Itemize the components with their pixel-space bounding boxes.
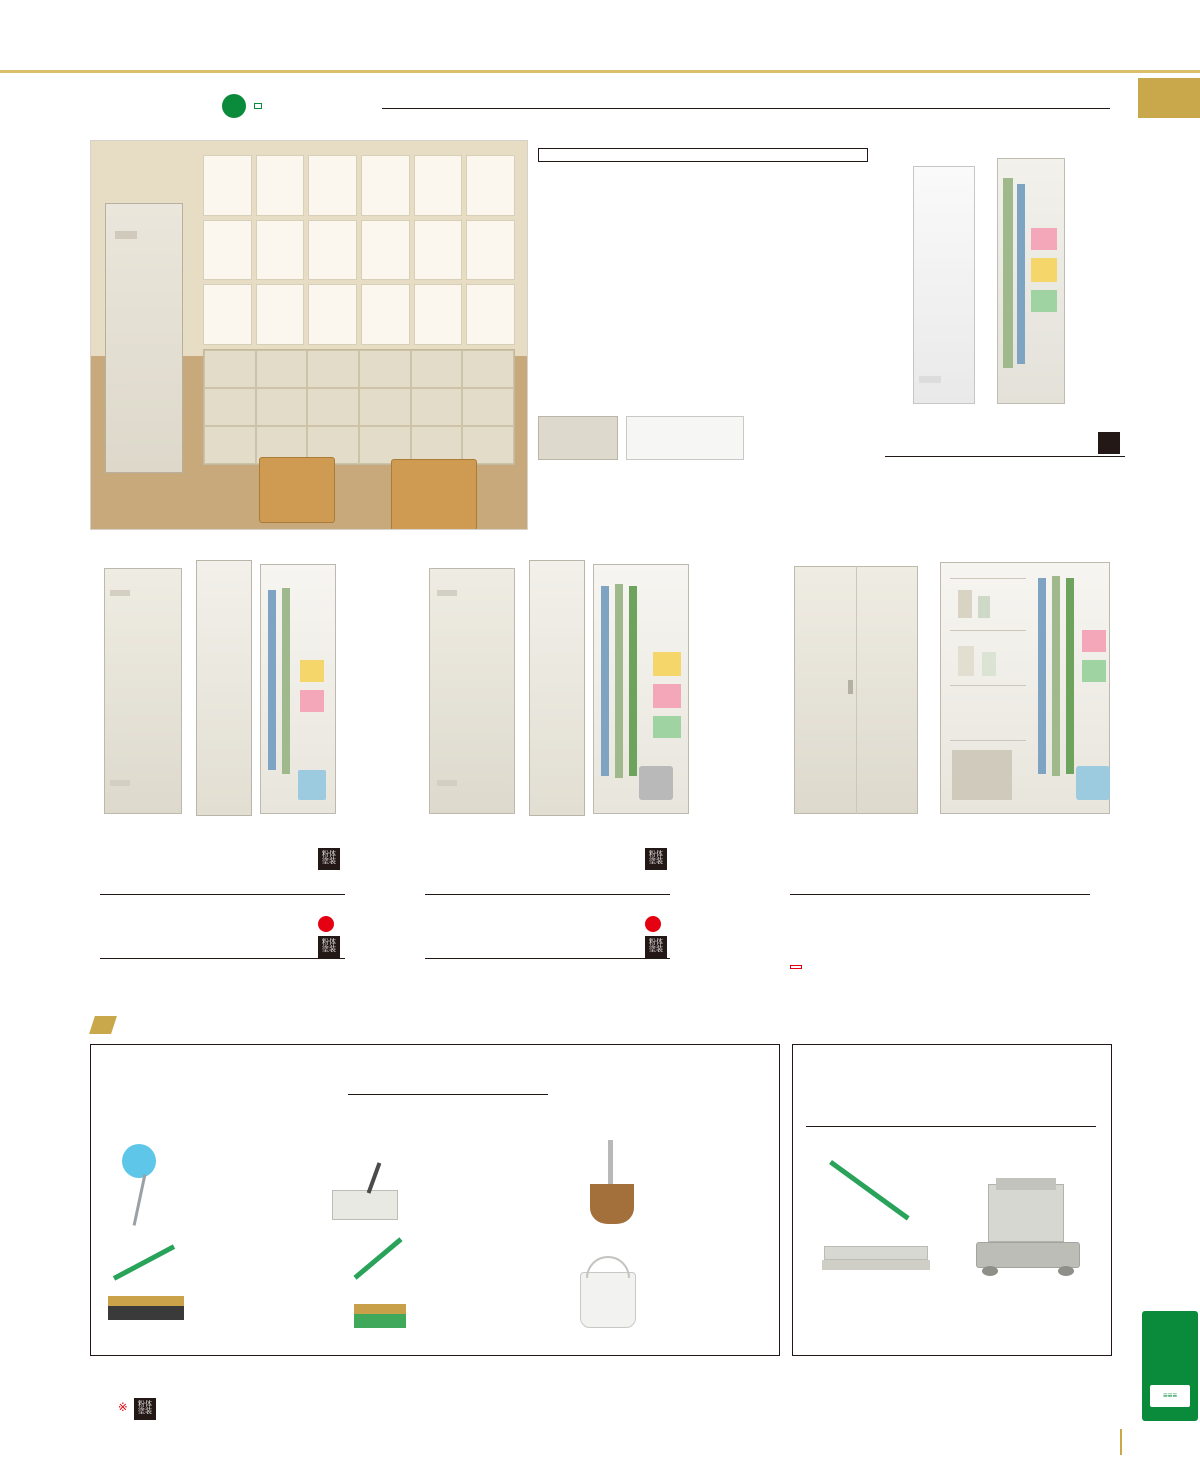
bucket-illustration xyxy=(572,1254,644,1338)
green-law-icon: ≡≡≡ xyxy=(1150,1385,1190,1407)
swa600s-powder-badge xyxy=(645,936,667,958)
swaw455-rule xyxy=(885,456,1125,457)
swatch-newgray xyxy=(538,416,618,460)
badge-line1: 粉体 xyxy=(138,1400,152,1408)
badge-line1: 粉体 xyxy=(649,938,663,946)
swa455s-rule xyxy=(100,958,345,959)
badge-line1: 粉体 xyxy=(649,850,663,858)
swan900-rule xyxy=(790,894,1090,895)
set-b-rule xyxy=(806,1126,1096,1127)
swa600s-rule xyxy=(425,958,670,959)
springmop-illustration xyxy=(812,1160,952,1280)
swaw455-powder-badge xyxy=(1098,432,1120,454)
swa455-powder-badge xyxy=(318,848,340,870)
header-rule xyxy=(0,70,1200,73)
rail-chapter-number xyxy=(1138,78,1200,118)
swa600-rule xyxy=(425,894,670,895)
gpn-circle-icon xyxy=(222,94,246,118)
badge-line2: 塗装 xyxy=(649,857,663,865)
badge-line2: 塗装 xyxy=(649,945,663,953)
option-set-a-box xyxy=(90,1044,780,1356)
niwahoki-illustration xyxy=(580,1140,650,1226)
section-rule xyxy=(382,108,1110,109)
set-a-rule xyxy=(348,1094,548,1095)
footer-powder-badge xyxy=(134,1398,156,1420)
gpn-mark xyxy=(222,94,262,118)
swa455s-new-mark xyxy=(318,916,334,932)
swatch-white xyxy=(626,416,744,460)
footer-tick xyxy=(1120,1429,1122,1455)
kin-mark-group xyxy=(790,960,809,972)
badge-line2: 塗装 xyxy=(322,857,336,865)
kin-badge xyxy=(790,965,802,969)
badge-line1: 粉体 xyxy=(322,938,336,946)
swa600-powder-badge xyxy=(645,848,667,870)
swa455-photo xyxy=(100,560,400,820)
swan900-photo xyxy=(790,560,1120,820)
chiritori-illustration xyxy=(328,1160,412,1226)
green-law-badge xyxy=(1142,1311,1198,1421)
badge-line1: 粉体 xyxy=(322,850,336,858)
swa600-photo xyxy=(425,560,725,820)
footer-note-2-prefix: ※ xyxy=(118,1400,128,1414)
swa455-rule xyxy=(100,894,345,895)
side-index-rail[interactable] xyxy=(1138,78,1200,1398)
option-mark-icon xyxy=(89,1016,117,1034)
gpn-db-badge xyxy=(254,103,262,109)
page-header xyxy=(0,0,1200,72)
hataki-illustration xyxy=(108,1140,184,1226)
swa455s-powder-badge xyxy=(318,936,340,958)
jizaihoki-illustration xyxy=(104,1256,190,1336)
mopwringer-illustration xyxy=(968,1178,1096,1284)
classroom-photo xyxy=(90,140,528,530)
badge-line2: 塗装 xyxy=(138,1407,152,1415)
badge-line2: 塗装 xyxy=(322,945,336,953)
deckbrush-illustration xyxy=(340,1256,420,1336)
swa600s-new-mark xyxy=(645,916,661,932)
swaw455-photo xyxy=(905,148,1075,406)
spec-box xyxy=(538,148,868,162)
